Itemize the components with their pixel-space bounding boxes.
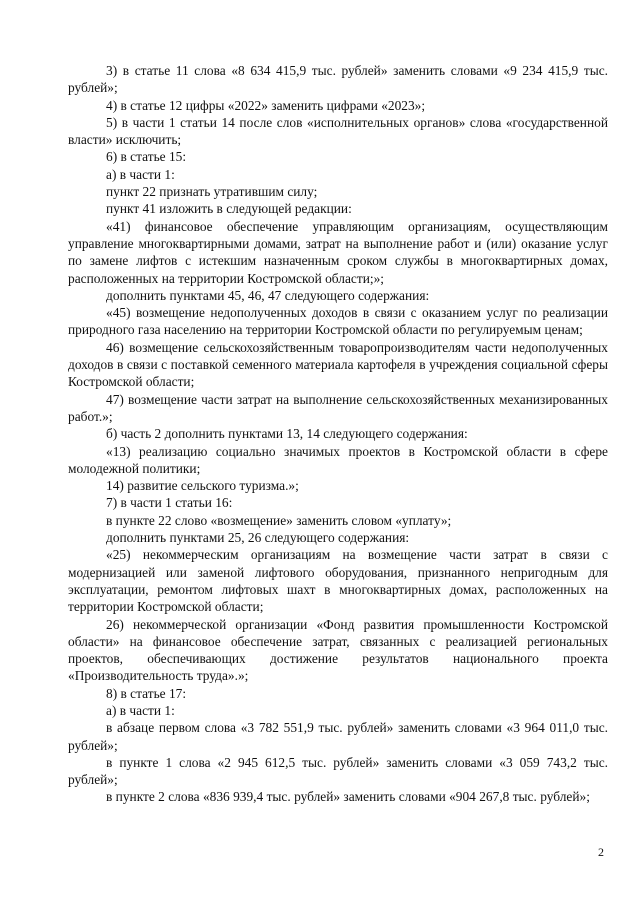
paragraph: «25) некоммерческим организациям на возмещение части затрат в связи с модернизацией или заменой лифтового оборудования, признанного непригодным для эксплуатации, ремонтом лифтовых шахт в многоквартирных домах, расположенных на территории Костромской области;: [68, 547, 608, 615]
paragraph: 26) некоммерческой организации «Фонд развития промышленности Костромской области» на финансовое обеспечение затрат, связанных с реализацией региональных проектов, обеспечивающих достижение результатов национального проекта «Производительность труда».»;: [68, 616, 608, 684]
paragraph: дополнить пунктами 45, 46, 47 следующего содержания:: [106, 287, 430, 303]
paragraph: 5) в части 1 статьи 14 после слов «исполнительных органов» слова «государственной власти» исключить;: [68, 114, 608, 148]
paragraph: 3) в статье 11 слова «8 634 415,9 тыс. рублей» заменить словами «9 234 415,9 тыс. рублей»;: [68, 63, 608, 96]
paragraph: в пункте 22 слово «возмещение» заменить словом «уплату»;: [106, 512, 452, 528]
paragraph: а) в части 1:: [106, 166, 175, 182]
paragraph: 7) в части 1 статьи 16:: [106, 495, 233, 511]
paragraph: пункт 22 признать утратившим силу;: [106, 184, 318, 200]
paragraph: 14) развитие сельского туризма.»;: [106, 478, 299, 494]
document-body: [68, 62, 608, 806]
paragraph: в пункте 1 слова «2 945 612,5 тыс. рублей» заменить словами «3 059 743,2 тыс. рублей»;: [68, 754, 608, 788]
paragraph: в абзаце первом слова «3 782 551,9 тыс. рублей» заменить словами «3 964 011,0 тыс. рублей»;: [68, 720, 608, 753]
paragraph: «13) реализацию социально значимых проектов в Костромской области в сфере молодежной политики;: [68, 443, 608, 476]
page-number: 2: [598, 845, 604, 859]
paragraph: 6) в статье 15:: [106, 149, 187, 165]
paragraph: 47) возмещение части затрат на выполнение сельскохозяйственных механизированных работ.»;: [68, 391, 608, 424]
paragraph: 4) в статье 12 цифры «2022» заменить цифрами «2023»;: [106, 97, 426, 113]
paragraph: 46) возмещение сельскохозяйственным товаропроизводителям части недополученных доходов в связи с поставкой семенного материала картофеля в учреждения социальной сферы Костромской области;: [68, 339, 608, 390]
paragraph: «41) финансовое обеспечение управляющим организациям, осуществляющим управление многоквартирными домами, затрат на выполнение работ и (или) оказание услуг по замене лифтов с истекшим назначенным сроком службы в многоквартирных домах, расположенных на территории Костромской области;»;: [68, 218, 608, 286]
paragraph: пункт 41 изложить в следующей редакции:: [106, 201, 352, 217]
paragraph: а) в части 1:: [106, 702, 175, 718]
paragraph: в пункте 2 слова «836 939,4 тыс. рублей» заменить словами «904 267,8 тыс. рублей»;: [106, 789, 590, 805]
paragraph: б) часть 2 дополнить пунктами 13, 14 следующего содержания:: [106, 426, 468, 442]
paragraph: «45) возмещение недополученных доходов в связи с оказанием услуг по реализации природного газа населению на территории Костромской области по регулируемым ценам;: [68, 305, 608, 338]
paragraph: 8) в статье 17:: [106, 685, 187, 701]
paragraph: дополнить пунктами 25, 26 следующего содержания:: [106, 530, 410, 546]
